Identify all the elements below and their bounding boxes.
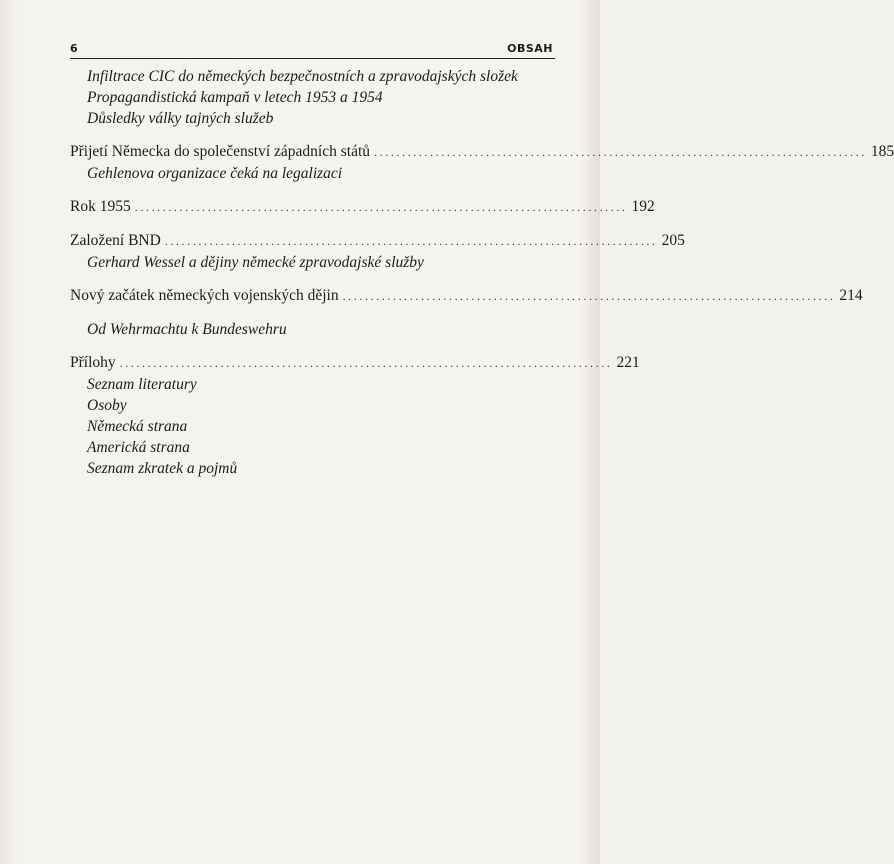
- toc-group: [70, 230, 685, 273]
- toc-continuation: [70, 66, 555, 129]
- toc-entry-page: 192: [631, 198, 655, 215]
- dot-leader: ........................................................................................: [164, 234, 658, 248]
- toc-subentry: Gehlenova organizace čeká na legalizaci: [87, 165, 343, 182]
- toc-subentry: Gerhard Wessel a dějiny německé zpravodajské služby: [87, 254, 424, 271]
- toc-entry-page: 221: [616, 354, 640, 371]
- toc-group: [70, 352, 640, 479]
- toc-entry: [70, 196, 655, 218]
- toc-entry-title: Rok 1955: [70, 198, 131, 215]
- toc-entry: [70, 285, 863, 307]
- toc-entry: [70, 230, 685, 252]
- toc-entry-page: 205: [661, 232, 685, 249]
- toc-subentry: Německá strana: [87, 418, 188, 435]
- section-title: OBSAH: [507, 42, 553, 55]
- table-of-contents: [70, 66, 894, 479]
- toc-subentry: Důsledky války tajných služeb: [87, 110, 274, 127]
- toc-entry: [70, 352, 640, 374]
- dot-leader: ........................................................................................: [134, 200, 628, 214]
- toc-subentry: Americká strana: [87, 439, 190, 456]
- toc-group: [70, 285, 863, 307]
- toc-entry-title: Přijetí Německa do společenství západních států: [70, 143, 371, 160]
- toc-entry-page: 185: [870, 143, 894, 160]
- toc-entry-page: 214: [839, 287, 863, 304]
- toc-subentry: Seznam zkratek a pojmů: [87, 460, 238, 477]
- toc-subentry: Osoby: [87, 397, 127, 414]
- running-head: [70, 40, 555, 59]
- dot-leader: ........................................................................................: [342, 289, 836, 303]
- toc-subentry: Infiltrace CIC do německých bezpečnostních a zpravodajských složek: [87, 68, 518, 85]
- toc-subentry: Propagandistická kampaň v letech 1953 a 1954: [87, 89, 383, 106]
- toc-group: [70, 319, 555, 340]
- dot-leader: ........................................................................................: [119, 356, 613, 370]
- toc-entry: [70, 141, 894, 163]
- dot-leader: ........................................................................................: [374, 145, 867, 159]
- toc-subentry: Od Wehrmachtu k Bundeswehru: [87, 321, 287, 338]
- page-number: 6: [70, 42, 79, 55]
- toc-group: [70, 141, 894, 184]
- toc-entry-title: Založení BND: [70, 232, 161, 249]
- toc-group: [70, 196, 655, 218]
- toc-entry-title: Přílohy: [70, 354, 116, 371]
- toc-entry-title: Nový začátek německých vojenských dějin: [70, 287, 339, 304]
- toc-subentry: Seznam literatury: [87, 376, 197, 393]
